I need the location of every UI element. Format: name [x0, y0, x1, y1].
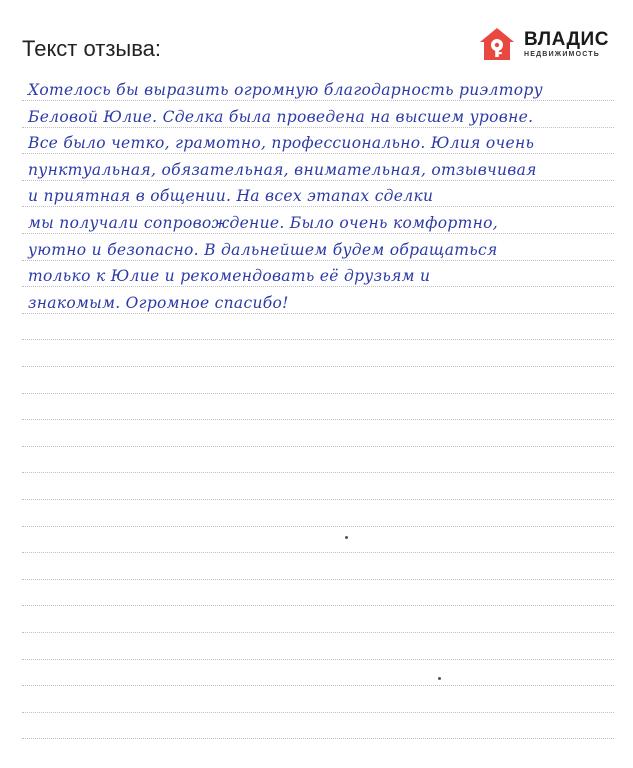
- ruled-line: [22, 526, 614, 527]
- logo-name: ВЛАДИС: [524, 29, 609, 50]
- company-logo: [478, 26, 609, 62]
- ruled-line: [22, 552, 614, 553]
- page-title: Текст отзыва:: [22, 36, 162, 61]
- ruled-line: [22, 286, 614, 287]
- logo-subtitle: НЕДВИЖИМОСТЬ: [524, 51, 601, 58]
- house-key-icon: [478, 26, 516, 62]
- ruled-line: [22, 233, 614, 234]
- ruled-line: [22, 605, 614, 606]
- review-line: Хотелось бы выразить огромную благодарность риэлтору: [28, 81, 543, 99]
- ruled-line: [22, 419, 614, 420]
- ruled-paper: [22, 78, 614, 758]
- ruled-line: [22, 472, 614, 473]
- ruled-line: [22, 153, 614, 154]
- ruled-line: [22, 100, 614, 101]
- ruled-line: [22, 339, 614, 340]
- review-line: мы получали сопровождение. Было очень комфортно,: [28, 214, 498, 232]
- review-line: только к Юлие и рекомендовать её друзьям и: [28, 267, 431, 286]
- ruled-line: [22, 313, 614, 314]
- review-line: уютно и безопасно. В дальнейшем будем обращаться: [28, 240, 498, 259]
- ruled-line: [22, 180, 614, 181]
- ruled-line: [22, 127, 614, 128]
- review-line: Все было четко, грамотно, профессионально. Юлия очень: [28, 134, 535, 153]
- ruled-line: [22, 393, 614, 394]
- ruled-line: [22, 260, 614, 261]
- ruled-line: [22, 499, 614, 500]
- ruled-line: [22, 206, 614, 207]
- ruled-line: [22, 712, 614, 713]
- ruled-line: [22, 632, 614, 633]
- ruled-line: [22, 366, 614, 367]
- ruled-line: [22, 685, 614, 686]
- review-line: Беловой Юлие. Сделка была проведена на высшем уровне.: [28, 107, 534, 126]
- review-line: и приятная в общении. На всех этапах сделки: [28, 187, 434, 206]
- ruled-line: [22, 659, 614, 660]
- review-line: пунктуальная, обязательная, внимательная, отзывчивая: [28, 160, 537, 179]
- ruled-line: [22, 579, 614, 580]
- review-line: знакомым. Огромное спасибо!: [28, 293, 289, 312]
- ruled-line: [22, 446, 614, 447]
- paper-speck: [345, 536, 348, 539]
- ruled-line: [22, 738, 614, 739]
- paper-speck: [438, 677, 441, 680]
